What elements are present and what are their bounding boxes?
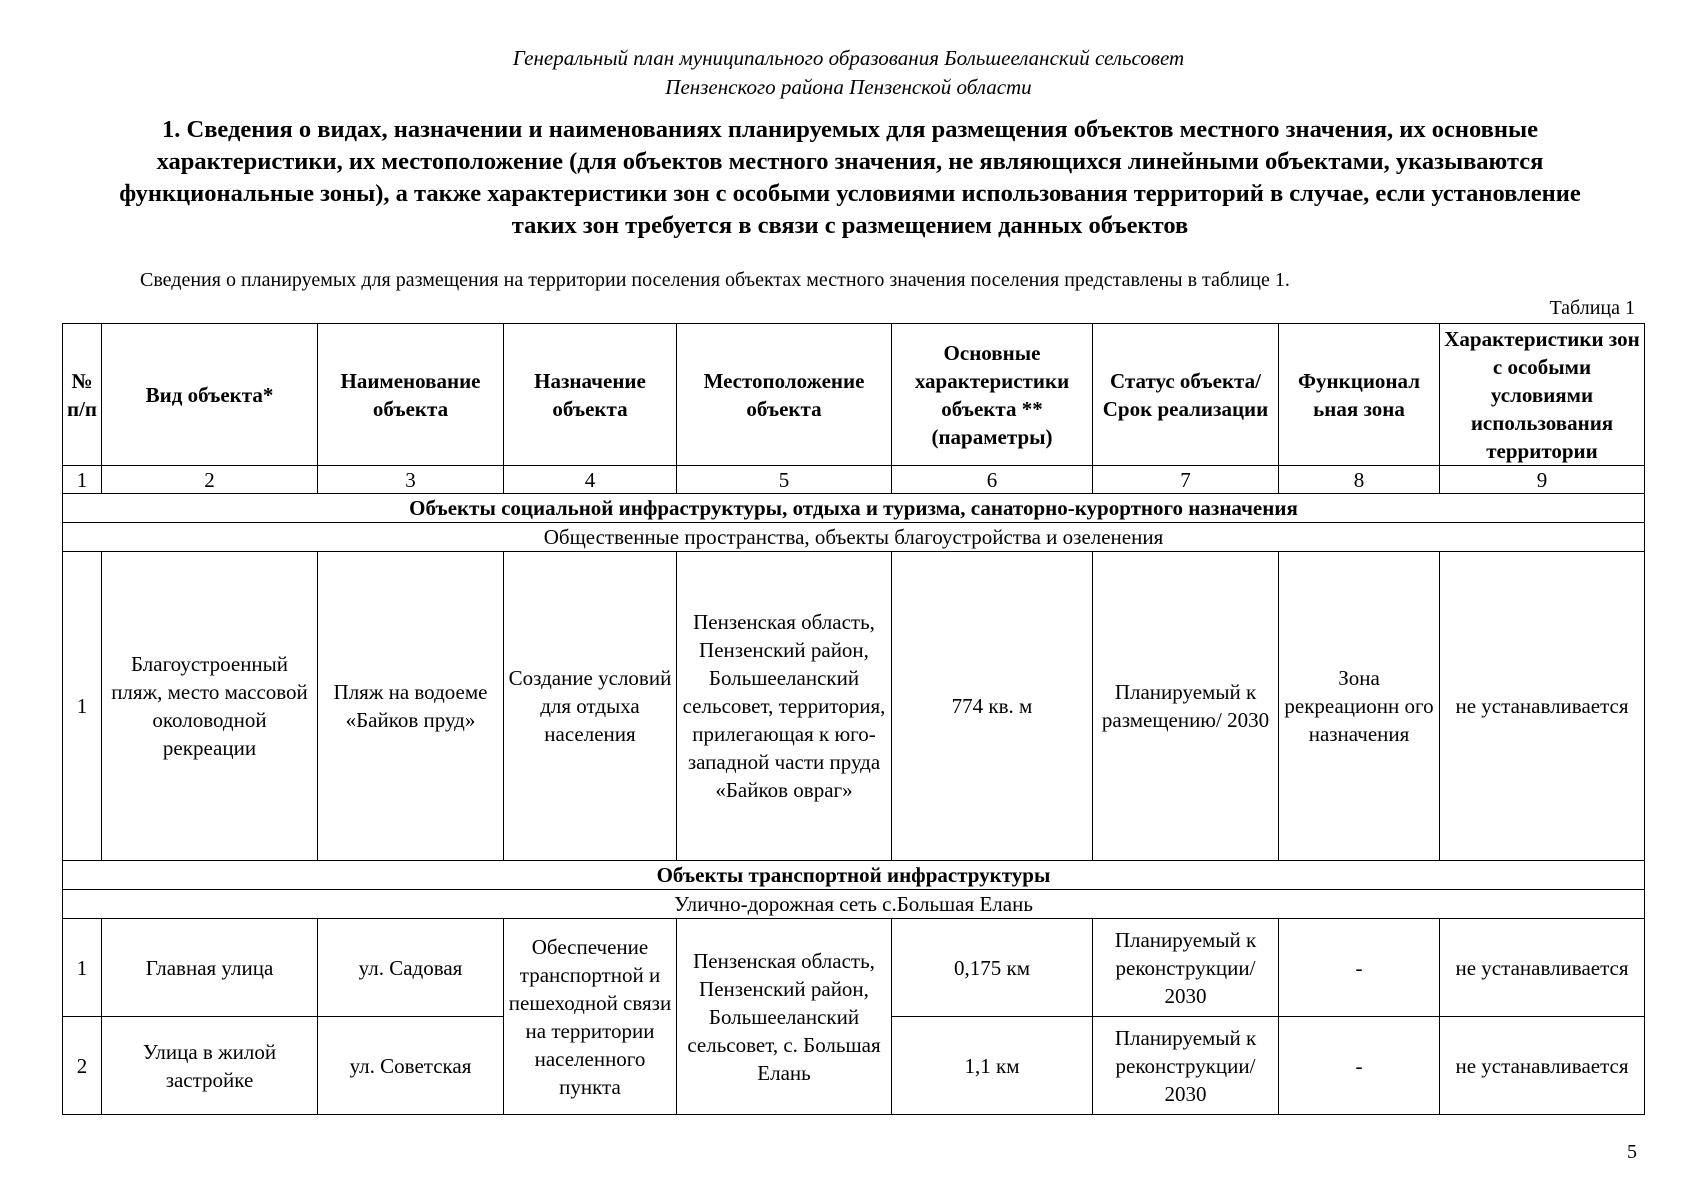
cell-zone: - xyxy=(1279,919,1440,1017)
section-title-social: Объекты социальной инфраструктуры, отдыха и туризма, санаторно-курортного назначения xyxy=(63,494,1645,523)
cell-status: Планируемый к реконструкции/ 2030 xyxy=(1093,1017,1279,1115)
column-number: 5 xyxy=(677,466,892,494)
header-cell-zone: Функционал ьная зона xyxy=(1279,324,1440,466)
cell-zou: не устанавливается xyxy=(1440,919,1645,1017)
cell-purpose: Обеспечение транспортной и пешеходной связи на территории населенного пункта xyxy=(504,919,677,1115)
running-header xyxy=(0,44,1697,102)
cell-type: Главная улица xyxy=(102,919,318,1017)
cell-name: ул. Советская xyxy=(318,1017,504,1115)
cell-zone: Зона рекреационн ого назначения xyxy=(1279,552,1440,861)
cell-location: Пензенская область, Пензенский район, Большееланский сельсовет, с. Большая Елань xyxy=(677,919,892,1115)
objects-table xyxy=(62,323,1645,1115)
column-number: 7 xyxy=(1093,466,1279,494)
running-header-line2: Пензенского района Пензенской области xyxy=(665,75,1032,99)
subsection-row xyxy=(63,523,1645,552)
cell-num: 1 xyxy=(63,552,102,861)
cell-params: 774 кв. м xyxy=(892,552,1093,861)
section-row xyxy=(63,494,1645,523)
cell-params: 1,1 км xyxy=(892,1017,1093,1115)
header-cell-type: Вид объекта* xyxy=(102,324,318,466)
cell-params: 0,175 км xyxy=(892,919,1093,1017)
column-number: 8 xyxy=(1279,466,1440,494)
table-label: Таблица 1 xyxy=(1549,297,1635,319)
table-row xyxy=(63,919,1645,1017)
column-numbers-row xyxy=(63,466,1645,494)
running-header-line1: Генеральный план муниципального образования Большееланский сельсовет xyxy=(512,46,1185,70)
cell-zone: - xyxy=(1279,1017,1440,1115)
cell-num: 2 xyxy=(63,1017,102,1115)
cell-type: Улица в жилой застройке xyxy=(102,1017,318,1115)
subsection-row xyxy=(63,890,1645,919)
cell-status: Планируемый к размещению/ 2030 xyxy=(1093,552,1279,861)
cell-zou: не устанавливается xyxy=(1440,552,1645,861)
cell-zou: не устанавливается xyxy=(1440,1017,1645,1115)
subsection-title-street-network: Улично-дорожная сеть с.Большая Елань xyxy=(63,890,1645,919)
header-cell-purpose: Назначение объекта xyxy=(504,324,677,466)
column-number: 4 xyxy=(504,466,677,494)
cell-purpose: Создание условий для отдыха населения xyxy=(504,552,677,861)
cell-location: Пензенская область, Пензенский район, Большееланский сельсовет, территория, прилегающая к юго-западной части пруда «Байков овраг» xyxy=(677,552,892,861)
section-title-transport: Объекты транспортной инфраструктуры xyxy=(63,861,1645,890)
column-number: 9 xyxy=(1440,466,1645,494)
cell-name: ул. Садовая xyxy=(318,919,504,1017)
cell-status: Планируемый к реконструкции/ 2030 xyxy=(1093,919,1279,1017)
header-cell-name: Наименование объекта xyxy=(318,324,504,466)
cell-type: Благоустроенный пляж, место массовой околоводной рекреации xyxy=(102,552,318,861)
column-number: 1 xyxy=(63,466,102,494)
section-heading: 1. Сведения о видах, назначении и наименованиях планируемых для размещения объектов местного значения, их основные характеристики, их местоположение (для объектов местного значения, не являющихся линейными объектами, указываются функциональные зоны), а также характеристики зон с особыми условиями использования территорий в случае, если установление таких зон требуется в связи с размещением данных объектов xyxy=(119,116,1581,239)
table-row xyxy=(63,552,1645,861)
column-number: 6 xyxy=(892,466,1093,494)
page-number: 5 xyxy=(1627,1141,1637,1163)
cell-name: Пляж на водоеме «Байков пруд» xyxy=(318,552,504,861)
subsection-title-public-spaces: Общественные пространства, объекты благоустройства и озеленения xyxy=(63,523,1645,552)
cell-num: 1 xyxy=(63,919,102,1017)
header-cell-status: Статус объекта/ Срок реализации xyxy=(1093,324,1279,466)
header-cell-num: № п/п xyxy=(63,324,102,466)
header-cell-params: Основные характеристики объекта ** (параметры) xyxy=(892,324,1093,466)
section-row xyxy=(63,861,1645,890)
table-header-row xyxy=(63,324,1645,466)
column-number: 3 xyxy=(318,466,504,494)
header-cell-zou: Характеристики зон с особыми условиями использования территории xyxy=(1440,324,1645,466)
column-number: 2 xyxy=(102,466,318,494)
header-cell-location: Местоположение объекта xyxy=(677,324,892,466)
intro-paragraph: Сведения о планируемых для размещения на территории поселения объектах местного значения поселения представлены в таблице 1. xyxy=(140,269,1290,291)
